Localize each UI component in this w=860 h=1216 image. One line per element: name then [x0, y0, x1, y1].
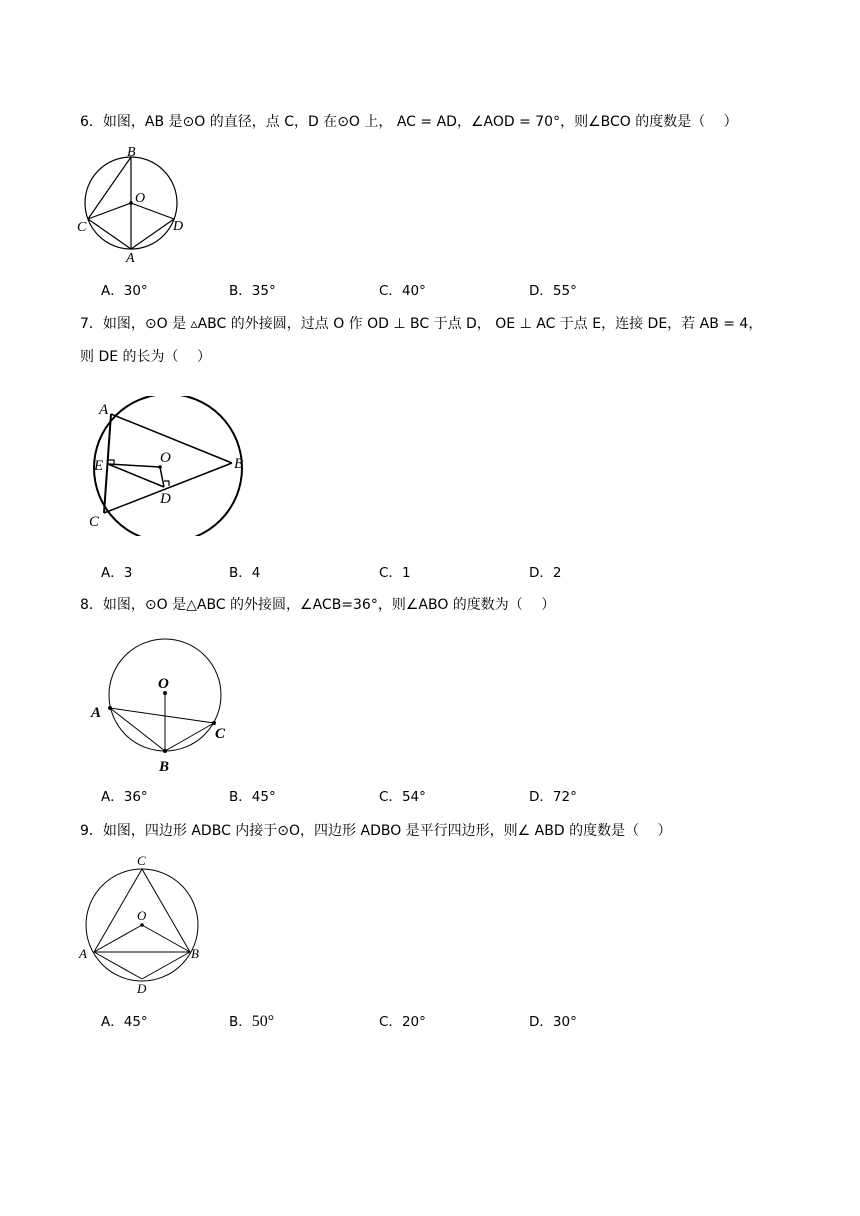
option-letter: C． — [379, 565, 402, 581]
q8-label-o: O — [158, 676, 169, 692]
q7-label-e: E — [94, 458, 104, 474]
option-value: 55° — [552, 283, 577, 299]
option-letter: D． — [529, 283, 553, 299]
option-value: 50° — [251, 1013, 275, 1030]
question-8-figure — [86, 630, 246, 775]
option-value: 30° — [552, 1014, 577, 1030]
q6-option-c[interactable] — [379, 281, 426, 301]
q8-option-d[interactable] — [529, 787, 577, 807]
q6-label-b: B — [127, 145, 136, 160]
q6-option-a[interactable] — [101, 281, 148, 301]
q6-label-c: C — [77, 220, 87, 235]
q9-label-b: B — [191, 946, 199, 961]
option-letter: B． — [229, 565, 252, 581]
option-value: 45° — [251, 789, 276, 805]
question-6-stem: 6．如图，AB 是⊙O 的直径，点 C，D 在⊙O 上， AC = AD，∠AOD = 70°，则∠BCO 的度数是（ ） — [80, 114, 738, 130]
question-9-figure — [76, 852, 216, 1000]
option-letter: A． — [101, 565, 124, 581]
q6-option-d[interactable] — [529, 281, 577, 301]
option-letter: A． — [101, 1014, 124, 1030]
option-letter: B． — [229, 789, 252, 805]
question-7-stem-line2: 则 DE 的长为（ ） — [80, 349, 211, 365]
option-value: 2 — [552, 565, 562, 581]
question-6-figure — [74, 140, 194, 265]
option-letter: D． — [529, 789, 553, 805]
option-value: 30° — [123, 283, 148, 299]
q7-label-a: A — [99, 402, 109, 418]
option-value: 35° — [251, 283, 276, 299]
q6-label-a: A — [126, 251, 135, 265]
q9-label-c: C — [137, 853, 146, 868]
q8-label-a: A — [91, 705, 102, 721]
option-value: 20° — [401, 1014, 426, 1030]
option-value: 54° — [401, 789, 426, 805]
q9-label-o: O — [137, 908, 147, 923]
option-letter: D． — [529, 1014, 553, 1030]
option-letter: C． — [379, 789, 402, 805]
question-7-figure — [84, 396, 254, 536]
q8-option-b[interactable] — [229, 787, 276, 807]
q7-option-b[interactable] — [229, 563, 260, 583]
q7-label-d: D — [160, 491, 171, 507]
q7-label-o: O — [160, 450, 171, 466]
option-value: 3 — [123, 565, 133, 581]
option-letter: B． — [229, 283, 252, 299]
option-value: 36° — [123, 789, 148, 805]
q8-option-a[interactable] — [101, 787, 148, 807]
option-letter: D． — [529, 565, 553, 581]
option-letter: B． — [229, 1014, 252, 1030]
q9-option-b[interactable] — [229, 1012, 274, 1032]
option-letter: A． — [101, 789, 124, 805]
q6-option-b[interactable] — [229, 281, 276, 301]
q7-option-a[interactable] — [101, 563, 132, 583]
q9-label-d: D — [137, 981, 147, 996]
q9-option-d[interactable] — [529, 1012, 577, 1032]
q9-option-c[interactable] — [379, 1012, 426, 1032]
q8-option-c[interactable] — [379, 787, 426, 807]
question-9-stem: 9．如图，四边形 ADBC 内接于⊙O，四边形 ADBO 是平行四边形，则∠ ABD 的度数是（ ） — [80, 823, 672, 839]
q7-label-c: C — [89, 514, 100, 530]
option-letter: A． — [101, 283, 124, 299]
option-value: 40° — [401, 283, 426, 299]
question-7-stem-line1: 7．如图，⊙O 是 ▵ABC 的外接圆，过点 O 作 OD ⊥ BC 于点 D， OE ⊥ AC 于点 E，连接 DE，若 AB = 4， — [80, 316, 763, 332]
q6-label-d: D — [173, 219, 184, 234]
q7-option-c[interactable] — [379, 563, 411, 583]
q7-label-b: B — [234, 456, 244, 472]
option-letter: C． — [379, 1014, 402, 1030]
q8-label-b: B — [159, 759, 170, 775]
q7-option-d[interactable] — [529, 563, 562, 583]
option-value: 1 — [401, 565, 411, 581]
option-value: 72° — [552, 789, 577, 805]
option-value: 4 — [251, 565, 261, 581]
q9-label-a: A — [79, 946, 87, 961]
q9-option-a[interactable] — [101, 1012, 148, 1032]
q8-label-c: C — [215, 726, 226, 742]
option-letter: C． — [379, 283, 402, 299]
q6-label-o: O — [135, 191, 146, 206]
option-value: 45° — [123, 1014, 148, 1030]
question-8-stem: 8．如图，⊙O 是△ABC 的外接圆，∠ACB=36°，则∠ABO 的度数为（ ） — [80, 597, 556, 613]
